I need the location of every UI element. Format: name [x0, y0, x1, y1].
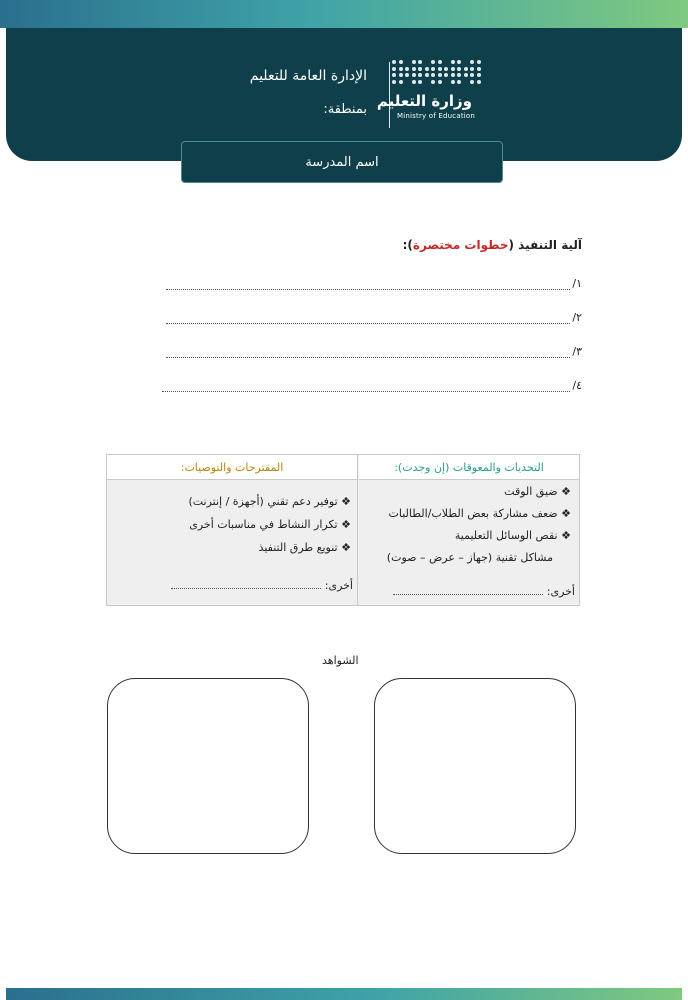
step-number: ٤/	[572, 379, 582, 392]
bullet-icon: ❖	[341, 541, 351, 554]
logo-dot	[477, 60, 481, 64]
logo-dot	[438, 67, 442, 71]
logo-dot	[451, 73, 455, 77]
step-dotted-line	[166, 279, 570, 290]
logo-dot	[438, 60, 442, 64]
step-dotted-line	[166, 313, 570, 324]
region-label: بمنطقة:	[323, 102, 367, 117]
logo-dot	[477, 80, 481, 84]
logo-dot	[470, 80, 474, 84]
suggestions-header: المقترحات والتوصيات:	[107, 455, 358, 480]
logo-dot	[457, 60, 461, 64]
logo-dot	[470, 73, 474, 77]
step-number: ١/	[572, 277, 582, 290]
bullet-icon: ❖	[341, 495, 351, 508]
step-dotted-line	[166, 347, 570, 358]
step-line-3	[166, 342, 582, 358]
logo-dot	[444, 67, 448, 71]
other-label: أخرى:	[546, 585, 575, 598]
logo-dot	[438, 73, 442, 77]
implementation-title-part1: آلية التنفيذ (	[508, 238, 582, 252]
implementation-title-part2: ):	[402, 238, 413, 252]
logo-dot	[438, 80, 442, 84]
logo-dot	[457, 80, 461, 84]
ministry-logo-dots	[392, 60, 484, 86]
logo-dot	[477, 73, 481, 77]
implementation-title-highlight: خطوات مختصرة	[412, 238, 509, 252]
logo-dot	[392, 73, 396, 77]
challenge-item: ❖ ضيق الوقت	[504, 485, 571, 498]
evidence-frame-right	[374, 678, 576, 854]
logo-dot	[477, 67, 481, 71]
logo-dot	[457, 67, 461, 71]
logo-dot	[399, 73, 403, 77]
logo-dot	[431, 67, 435, 71]
bullet-icon: ❖	[341, 518, 351, 531]
school-name-box	[181, 141, 503, 183]
logo-dot	[399, 60, 403, 64]
logo-dot	[425, 73, 429, 77]
logo-dot	[412, 60, 416, 64]
challenge-item: ❖ ضعف مشاركة بعض الطلاب/الطالبات	[388, 507, 571, 520]
challenges-other	[393, 585, 575, 598]
evidence-title: الشواهد	[322, 654, 359, 667]
ministry-logo-english: Ministry of Education	[397, 112, 476, 120]
logo-dot	[425, 67, 429, 71]
logo-dot	[392, 67, 396, 71]
logo-dot	[431, 80, 435, 84]
column-divider	[357, 455, 358, 605]
logo-dot	[451, 60, 455, 64]
step-dotted-line	[162, 381, 570, 392]
logo-dot	[470, 67, 474, 71]
bullet-icon: ❖	[561, 507, 571, 520]
logo-dot	[418, 60, 422, 64]
challenges-suggestions-table	[106, 454, 580, 606]
logo-dot	[412, 80, 416, 84]
step-line-4	[162, 376, 582, 392]
logo-dot	[451, 67, 455, 71]
school-name-label: اسم المدرسة	[305, 154, 379, 170]
logo-dot	[399, 67, 403, 71]
ministry-logo-arabic: وزارة التعليم	[376, 92, 472, 110]
logo-dot	[399, 80, 403, 84]
bottom-color-stripe	[6, 988, 682, 1000]
suggestions-other	[171, 579, 353, 592]
logo-dot	[412, 67, 416, 71]
admin-title: الإدارة العامة للتعليم	[249, 68, 367, 84]
logo-dot	[418, 73, 422, 77]
logo-dot	[392, 60, 396, 64]
suggestion-item: ❖ تنويع طرق التنفيذ	[258, 541, 351, 554]
top-color-stripe	[0, 0, 688, 28]
logo-dot	[431, 73, 435, 77]
logo-dot	[418, 80, 422, 84]
other-dotted-line	[393, 586, 543, 595]
logo-dot	[405, 73, 409, 77]
suggestion-item: ❖ تكرار النشاط في مناسبات أخرى	[189, 518, 351, 531]
logo-dot	[464, 67, 468, 71]
logo-dot	[444, 73, 448, 77]
step-number: ٣/	[572, 345, 582, 358]
logo-dot	[451, 80, 455, 84]
logo-dot	[431, 60, 435, 64]
suggestion-item: ❖ توفير دعم تقني (أجهزة / إنترنت)	[188, 495, 351, 508]
logo-dot	[418, 67, 422, 71]
other-label: أخرى:	[324, 579, 353, 592]
bullet-icon: ❖	[561, 529, 571, 542]
evidence-frame-left	[107, 678, 309, 854]
step-line-1	[166, 274, 582, 290]
logo-dot	[392, 80, 396, 84]
logo-dot	[412, 73, 416, 77]
step-number: ٢/	[572, 311, 582, 324]
logo-dot	[405, 67, 409, 71]
challenge-item: ❖ نقص الوسائل التعليمية	[454, 529, 571, 542]
bullet-icon: ❖	[561, 485, 571, 498]
other-dotted-line	[171, 580, 321, 589]
logo-dot	[457, 73, 461, 77]
challenge-extra-item: مشاكل تقنية (جهاز – عرض – صوت)	[386, 551, 553, 564]
challenges-header: التحديات والمعوقات (إن وجدت):	[359, 455, 579, 480]
implementation-title	[403, 238, 582, 252]
step-line-2	[166, 308, 582, 324]
logo-dot	[464, 73, 468, 77]
logo-dot	[470, 60, 474, 64]
